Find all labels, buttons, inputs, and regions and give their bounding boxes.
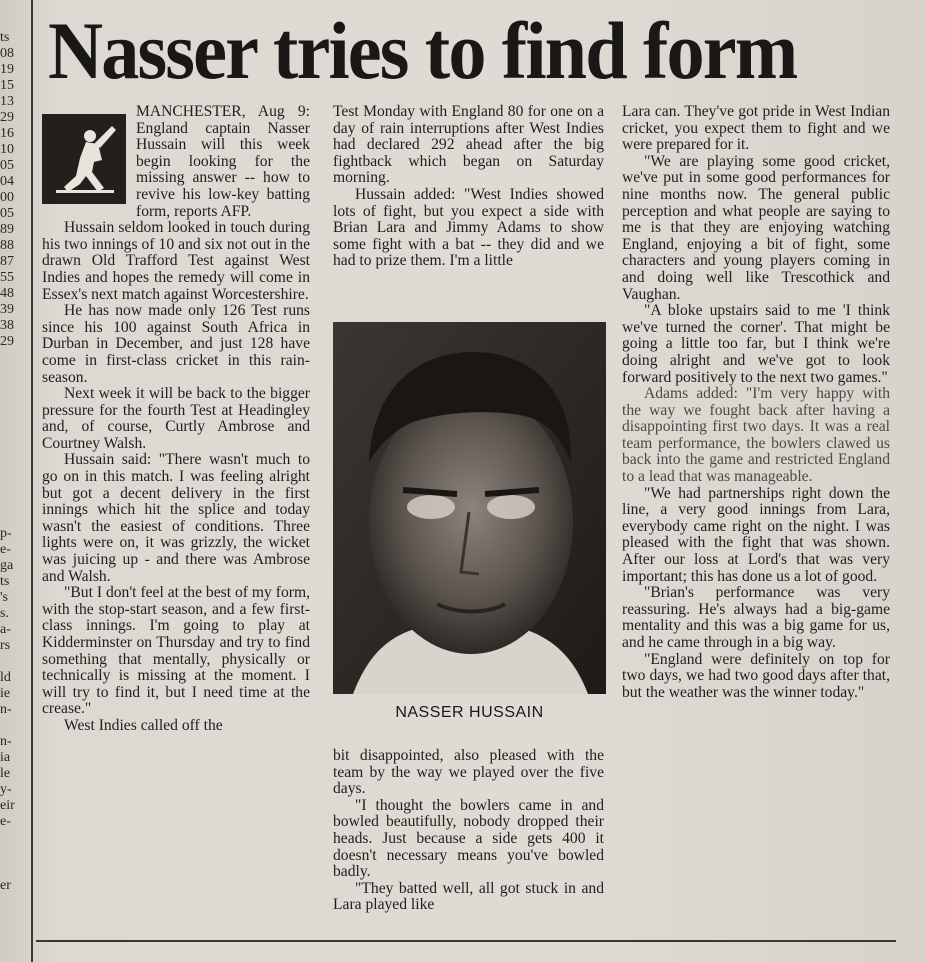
edge-fragment: a-	[0, 622, 11, 637]
edge-fragment: 15	[0, 78, 14, 93]
edge-fragment: 55	[0, 270, 14, 285]
article-paragraph: "I thought the bowlers came in and bowled beautifully, nobody dropped their heads. Just because a side gets 400 it doesn't necessary means you've bowled badly.	[333, 796, 604, 881]
edge-fragment	[0, 846, 28, 862]
edge-fragment: rs	[0, 638, 11, 653]
edge-fragment: 's	[0, 590, 8, 605]
paragraph-text: England captain Nasser Hussain will this week begin looking for the missing answer -- how to revive his low-key batting form, reports AFP.	[136, 119, 310, 220]
edge-fragment: 29	[0, 334, 14, 349]
article-paragraph: West Indies called off the	[64, 716, 223, 734]
article-paragraph: Hussain added: "West Indies showed lots of fight, but you expect a side with Brian Lara and Jimmy Adams to show some fight with a bat -- they did and we had to prize them. I'm a little	[333, 185, 604, 270]
column-divider	[31, 0, 33, 962]
edge-fragment: 08	[0, 46, 14, 61]
edge-fragment: ga	[0, 558, 14, 573]
edge-fragment	[0, 718, 28, 734]
article-paragraph: bit disappointed, also pleased with the team by the way we played over the five days.	[333, 747, 604, 798]
edge-fragment: ia	[0, 750, 11, 765]
edge-fragment	[0, 494, 28, 510]
edge-fragment: 04	[0, 174, 14, 189]
edge-fragment: ld	[0, 670, 11, 685]
dateline: MANCHESTER, Aug 9:	[136, 103, 310, 120]
edge-fragment	[0, 366, 28, 382]
edge-fragment: eir	[0, 798, 15, 813]
edge-fragment	[0, 430, 28, 446]
edge-fragment: 48	[0, 286, 14, 301]
cricket-batsman-icon	[42, 114, 126, 204]
headline: Nasser tries to find form	[48, 5, 797, 96]
article-paragraph: Lara can. They've got pride in West Indian cricket, you expect them to fight and we were prepared for it.	[622, 103, 890, 154]
bottom-rule	[36, 940, 896, 942]
article-column-1	[42, 104, 310, 735]
edge-fragment: 10	[0, 142, 14, 157]
edge-fragment	[0, 478, 28, 494]
edge-fragment	[0, 398, 28, 414]
photo-caption: NASSER HUSSAIN	[395, 704, 544, 721]
edge-fragment	[0, 350, 28, 366]
edge-fragment: 38	[0, 318, 14, 333]
article-column-2-bottom	[333, 748, 604, 914]
edge-fragment	[0, 414, 28, 430]
edge-fragment: le	[0, 766, 11, 781]
edge-fragment: e-	[0, 542, 11, 557]
edge-fragment: 16	[0, 126, 14, 141]
edge-fragment: ie	[0, 686, 11, 701]
edge-fragment: 39	[0, 302, 14, 317]
edge-fragment	[0, 382, 28, 398]
edge-fragment: e-	[0, 814, 11, 829]
article-paragraph: "But I don't feel at the best of my form, with the stop-start season, and a few first-class innings. I'm going to play at Kidderminster on Thursday and try to find something that mentally, physically or technically is missing at the moment. I will try to find it, but I need time at the crease."	[42, 584, 310, 718]
edge-fragment	[0, 654, 28, 670]
article-paragraph: He has now made only 126 Test runs since his 100 against South Africa in Durban in December, and just 128 have come in first-class cricket in this rain-season.	[42, 302, 310, 386]
edge-fragment: ts	[0, 574, 10, 589]
edge-fragment: 87	[0, 254, 14, 269]
portrait-photo	[333, 322, 606, 694]
edge-fragment: s.	[0, 606, 9, 621]
adjacent-column-fragments	[0, 30, 28, 930]
edge-fragment: y-	[0, 782, 12, 797]
edge-fragment	[0, 862, 28, 878]
edge-fragment: 29	[0, 110, 14, 125]
edge-fragment	[0, 830, 28, 846]
edge-fragment: 89	[0, 222, 14, 237]
article-paragraph: "A bloke upstairs said to me 'I think we've turned the corner'. That might be going a little too far, but I think we're doing alright and we've got to look forward positively to the next two games."	[622, 302, 890, 386]
edge-fragment	[0, 510, 28, 526]
edge-fragment: 00	[0, 190, 14, 205]
article-paragraph: "We had partnerships right down the line, a very good innings from Lara, everybody came right on the night. I was pleased with the fight that was shown. After our loss at Lord's that was very important; this has done us a lot of good.	[622, 484, 890, 585]
edge-fragment: 19	[0, 62, 14, 77]
edge-fragment: n-	[0, 702, 12, 717]
edge-fragment: 13	[0, 94, 14, 109]
edge-fragment	[0, 446, 28, 462]
article-paragraph: Test Monday with England 80 for one on a day of rain interruptions after West Indies had declared 292 ahead after the big fightback which began on Saturday morning.	[333, 103, 604, 187]
edge-fragment: n-	[0, 734, 12, 749]
article-paragraph: Adams added: "I'm very happy with the way we fought back after having a disappointing first two days. It was a real team performance, the bowlers clawed us back into the game and restricted England to a lead that was manageable.	[622, 385, 890, 486]
article-column-2-top	[333, 104, 604, 270]
article-paragraph: "Brian's performance was very reassuring. He's always had a big-game mentality and this was a big game for us, and he came through in a big way.	[622, 584, 890, 651]
article-paragraph: Next week it will be back to the bigger pressure for the fourth Test at Headingley and, of course, Curtly Ambrose and Courtney Walsh.	[42, 385, 310, 452]
edge-fragment: ts	[0, 30, 10, 45]
article-paragraph: "England were definitely on top for two days, we had two good days after that, but the weather was the winner today."	[622, 650, 890, 701]
edge-fragment: 05	[0, 206, 14, 221]
edge-fragment: 05	[0, 158, 14, 173]
article-column-3	[622, 104, 890, 701]
edge-fragment: er	[0, 878, 11, 893]
article-paragraph: "We are playing some good cricket, we've put in some good performances for nine months now. The general public perception and what people are saying to me is that they are enjoying watching England, enjoying a bit of fight, some characters and young players coming in and doing well like Trescothick and Vaughan.	[622, 152, 890, 303]
article-paragraph: Hussain said: "There wasn't much to go on in this match. I was feeling alright but got a decent delivery in the first innings which hit the splice and today wasn't the easiest of conditions. Three lights were on, it was grizzly, the wicket was juicing up - and there was Ambrose and Walsh.	[42, 451, 310, 585]
edge-fragment: p-	[0, 526, 12, 541]
article-paragraph: Hussain seldom looked in touch during his two innings of 10 and six not out in the drawn Old Trafford Test against West Indies and hopes the remedy will come in Essex's next match against Worcestershire.	[42, 219, 310, 303]
edge-fragment: 88	[0, 238, 14, 253]
article-paragraph: "They batted well, all got stuck in and Lara played like	[333, 879, 604, 914]
edge-fragment	[0, 462, 28, 478]
